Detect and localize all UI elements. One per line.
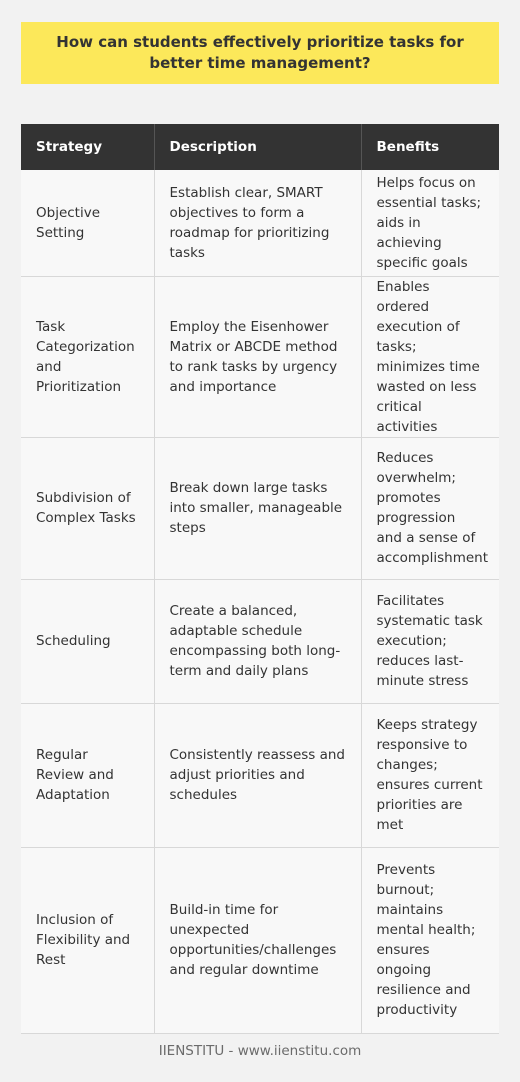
header-benefits: Benefits (361, 124, 499, 170)
strategy-cell: Subdivision of Complex Tasks (21, 437, 154, 579)
description-cell: Create a balanced, adaptable schedule encompassing both long-term and daily plans (154, 579, 361, 703)
strategy-cell: Scheduling (21, 579, 154, 703)
description-cell: Consistently reassess and adjust priorities and schedules (154, 703, 361, 847)
strategy-table (21, 124, 499, 1034)
benefits-cell: Facilitates systematic task execution; reduces last-minute stress (361, 579, 499, 703)
benefits-cell: Keeps strategy responsive to changes; ensures current priorities are met (361, 703, 499, 847)
table-row (21, 703, 499, 847)
strategy-cell: Inclusion of Flexibility and Rest (21, 847, 154, 1033)
table-row (21, 579, 499, 703)
footer-credit: IIENSTITU - www.iienstitu.com (158, 1043, 362, 1059)
description-cell: Establish clear, SMART objectives to form a roadmap for prioritizing tasks (154, 170, 361, 276)
strategy-cell: Objective Setting (21, 170, 154, 276)
table-row (21, 437, 499, 579)
strategy-cell: Task Categorization and Prioritization (21, 276, 154, 437)
page-title: How can students effectively prioritize tasks for better time management? (21, 22, 499, 84)
header-description: Description (154, 124, 361, 170)
description-cell: Build-in time for unexpected opportunities/challenges and regular downtime (154, 847, 361, 1033)
table-row (21, 847, 499, 1033)
description-cell: Break down large tasks into smaller, manageable steps (154, 437, 361, 579)
benefits-cell: Enables ordered execution of tasks; minimizes time wasted on less critical activities (361, 276, 499, 437)
table-row (21, 276, 499, 437)
header-strategy: Strategy (21, 124, 154, 170)
table-header-row (21, 124, 499, 170)
description-cell: Employ the Eisenhower Matrix or ABCDE method to rank tasks by urgency and importance (154, 276, 361, 437)
strategy-cell: Regular Review and Adaptation (21, 703, 154, 847)
benefits-cell: Helps focus on essential tasks; aids in achieving specific goals (361, 170, 499, 276)
table-row (21, 170, 499, 276)
benefits-cell: Prevents burnout; maintains mental health; ensures ongoing resilience and productivity (361, 847, 499, 1033)
benefits-cell: Reduces overwhelm; promotes progression and a sense of accomplishment (361, 437, 499, 579)
